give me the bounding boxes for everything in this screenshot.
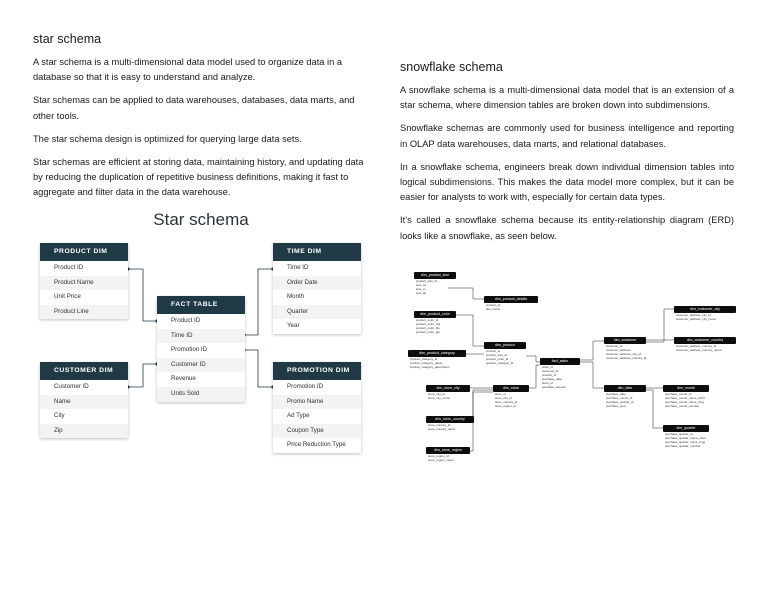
table-header: fact_sales [540, 358, 580, 365]
snowflake-paragraph-2: Snowflake schemas are commonly used for business intelligence and reporting in OLAP data warehouses, data marts, and relational databases. [400, 123, 734, 149]
dim-store-city-table [426, 385, 470, 400]
table-header: dim_month [663, 385, 709, 392]
table-field: product_id [486, 349, 501, 353]
table-field: purchase_quarter_name_long [665, 440, 706, 444]
table-field: dim_name [486, 307, 501, 311]
table-field: Promotion ID [171, 346, 208, 354]
customer-dim-table [40, 362, 128, 438]
table-field: Customer ID [54, 383, 89, 390]
table-field: Product Line [40, 305, 128, 320]
table-field: Unit Price [54, 293, 81, 301]
table-field: Year [287, 322, 300, 330]
table-header: TIME DIM [273, 243, 361, 261]
table-field: purchase_date [542, 377, 562, 381]
table-field: product_id [542, 373, 557, 377]
table-field: customer_address_country_id [606, 356, 647, 360]
table-field: purchase_quarter_id [606, 400, 634, 404]
table-field: product_category_name [410, 361, 443, 365]
table-field: Time ID [287, 264, 309, 271]
snowflake-paragraph-1: A snowflake schema is a multi-dimensional data model that is an extension of a star schema, where dimension tables are broken down into subdimensions. [400, 85, 734, 111]
table-field: customer_id [542, 369, 559, 373]
table-field: Quarter [273, 305, 361, 320]
dim-store-region-table [426, 447, 470, 462]
snowflake-paragraph-4: It’s called a snowflake schema because its entity-relationship diagram (ERD) looks like a snowflake, as seen below. [400, 215, 734, 241]
star-paragraph-3: The star schema design is optimized for querying large data sets. [33, 133, 302, 144]
product-dim-table [40, 243, 128, 319]
table-field: product_size_id [486, 353, 508, 357]
table-header: dim_store_city [426, 385, 470, 392]
table-header: dim_quarter [663, 425, 709, 432]
dim-store-country-table [426, 416, 474, 431]
table-field: Time ID [157, 329, 245, 344]
table-field: store_id [542, 381, 553, 385]
dim-date-table [604, 385, 646, 408]
fact-table [157, 296, 245, 402]
table-header: dim_store_country [426, 416, 474, 423]
table-field: purchase_year [606, 404, 626, 408]
table-field: Product Name [40, 276, 128, 291]
star-paragraph-2: Star schemas can be applied to data warehouses, databases, data marts, and other tools. [33, 95, 355, 121]
table-field: purchase_month_name_long [665, 400, 704, 404]
table-field: Promotion ID [287, 383, 324, 390]
table-field: size_lar [416, 291, 427, 295]
table-header: dim_product_details [484, 296, 538, 303]
table-header: PROMOTION DIM [273, 362, 361, 380]
table-header: dim_product_category [408, 350, 466, 357]
table-field: Price Reduction Type [287, 441, 346, 449]
dim-product-color-table [414, 311, 456, 334]
table-field: Order Date [273, 276, 361, 291]
table-field: Units Sold [157, 387, 245, 402]
snowflake-schema-diagram [408, 268, 742, 468]
table-header: dim_product [484, 342, 526, 349]
table-field: Customer ID [157, 358, 245, 373]
table-field: customer_address_country_name [676, 348, 722, 352]
table-header: dim_product_color [414, 311, 456, 318]
table-field: purchase_quarter_number [665, 444, 701, 448]
table-header: dim_customer_country [674, 337, 736, 344]
table-field: product_color_grn [416, 330, 441, 334]
table-field: Zip [40, 424, 128, 439]
table-field: size_m [416, 287, 426, 291]
table-header: dim_product_size [414, 272, 456, 279]
table-field: store_country_name [428, 427, 456, 431]
star-paragraph-1: A star schema is a multi-dimensional data model used to organize data in a database so that it is easy to understand and analyze. [33, 57, 343, 83]
table-field: store_id [495, 392, 506, 396]
promotion-dim-table [273, 362, 361, 453]
star-paragraph-4: Star schemas are efficient at storing data, maintaining history, and updating data by reducing the duplication of repetitive business definitions, making it fast to aggregate and filter data in the data warehouse. [33, 156, 364, 198]
table-field: product_category_id [410, 357, 438, 361]
star-diagram-title: Star schema [153, 210, 249, 229]
dim-month-table [663, 385, 709, 408]
table-field: purchase_month_id [606, 396, 633, 400]
table-header: dim_date [604, 385, 646, 392]
table-field: Promo Name [273, 395, 361, 410]
table-field: purchase_quarter_name_short [665, 436, 707, 440]
table-field: product_id [486, 303, 501, 307]
star-schema-diagram [40, 210, 362, 460]
table-field: customer_address_country_id [676, 344, 717, 348]
table-field: store_region_name [428, 458, 454, 462]
table-header: dim_customer [604, 337, 646, 344]
table-header: dim_store_region [426, 447, 470, 454]
star-schema-heading: star schema [33, 32, 102, 46]
table-field: purchase_date [606, 392, 626, 396]
table-field: store_country_id [428, 423, 451, 427]
table-field: customer_id [606, 344, 623, 348]
table-field: store_region_id [428, 454, 449, 458]
table-field: store_city_name [428, 396, 451, 400]
snowflake-schema-heading: snowflake schema [400, 60, 503, 74]
star-schema-section [33, 32, 367, 208]
table-field: product_color_blu [416, 326, 440, 330]
table-field: size_xs [416, 283, 427, 287]
table-field: store_city_id [428, 392, 445, 396]
table-field: product_size_id [416, 279, 438, 283]
table-field: purchase_month_number [665, 404, 700, 408]
table-field: City [54, 412, 65, 420]
table-field: Coupon Type [273, 424, 361, 439]
table-field: store_city_id [495, 396, 512, 400]
table-header: CUSTOMER DIM [40, 362, 128, 380]
table-header: FACT TABLE [157, 296, 245, 314]
table-field: store_region_id [495, 404, 516, 408]
table-field: purchase_month_id [665, 392, 692, 396]
dim-product-category-table [408, 350, 466, 369]
table-field: product_category_id [486, 361, 514, 365]
table-field: Revenue [171, 375, 196, 383]
table-field: customer_address_city_name [676, 317, 717, 321]
table-header: PRODUCT DIM [40, 243, 128, 261]
table-field: Product ID [54, 264, 84, 271]
dim-customer-country-table [674, 337, 736, 352]
dim-customer-city-table [674, 306, 736, 321]
table-field: product_color_red [416, 322, 441, 326]
table-field: product_color_id [416, 318, 439, 322]
snowflake-schema-section [400, 60, 734, 252]
table-field: customer_address [606, 348, 631, 352]
table-field: order_id [542, 365, 554, 369]
table-header: dim_store [493, 385, 529, 392]
dim-product-size-table [414, 272, 456, 295]
dim-customer-table [604, 337, 646, 360]
table-field: purchase_amount [542, 385, 567, 389]
dim-product-table [484, 342, 526, 365]
table-field: customer_address_city_id [606, 352, 641, 356]
table-field: product_category_description [410, 365, 450, 369]
table-field: customer_address_city_id [676, 313, 711, 317]
table-field: purchase_month_name_short [665, 396, 705, 400]
table-field: Ad Type [287, 412, 310, 420]
table-field: Product ID [171, 317, 201, 324]
table-field: purchase_quarter_id [665, 432, 693, 436]
fact-sales-table [540, 358, 580, 389]
table-field: Month [287, 293, 305, 301]
time-dim-table [273, 243, 361, 334]
table-field: Name [40, 395, 128, 410]
table-header: dim_customer_city [674, 306, 736, 313]
table-field: product_color_id [486, 357, 509, 361]
dim-store-table [493, 385, 529, 408]
snowflake-paragraph-3: In a snowflake schema, engineers break down individual dimension tables into logical subdimensions. This makes the data model more complex, but it can be easier for analysts to work with, especially for certain data types. [400, 161, 734, 203]
dim-product-details-table [484, 296, 538, 311]
table-field: store_country_id [495, 400, 518, 404]
dim-quarter-table [663, 425, 709, 448]
